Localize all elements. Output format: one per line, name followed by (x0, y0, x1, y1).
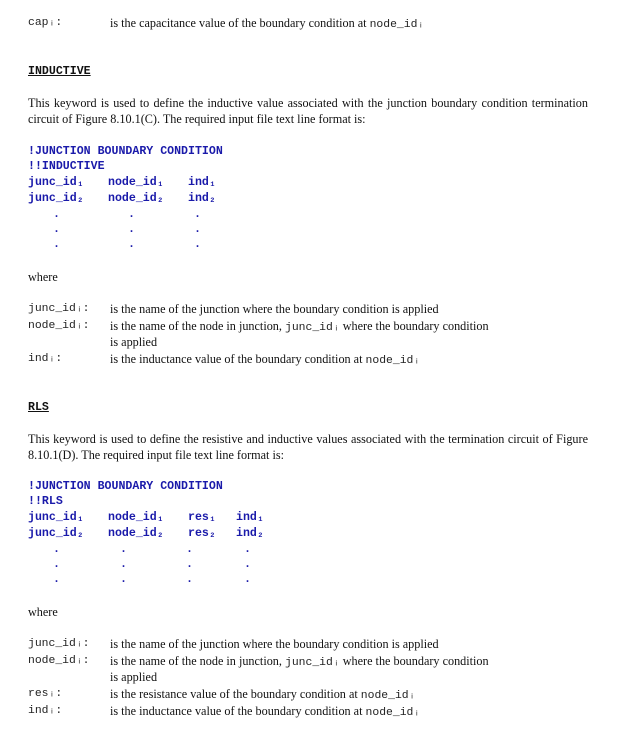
ellipsis-dot: . (122, 571, 125, 585)
rls-code-keyword: !!RLS (28, 495, 63, 508)
ellipsis-dot: . (130, 221, 133, 235)
inductive-heading: INDUCTIVE (28, 65, 91, 78)
ellipsis-dot: . (196, 236, 199, 250)
ellipsis-dot: . (55, 206, 58, 220)
ellipsis-dot: . (122, 556, 125, 570)
inductive-ind-definition (110, 352, 420, 370)
inductive-row1-node: node_id₁ (108, 176, 164, 189)
rls-row2-junc: junc_id₂ (28, 527, 84, 540)
rls-where: where (28, 605, 58, 619)
inductive-row1-junc: junc_id₁ (28, 176, 84, 189)
inductive-ind-ref: node_idᵢ (365, 355, 421, 367)
inductive-node-desc3: is applied (110, 335, 158, 349)
cap-ref: node_idᵢ (369, 19, 425, 31)
rls-res-definition (110, 687, 415, 705)
inductive-node-definition (110, 319, 489, 337)
inductive-node-term: node_idᵢ: (28, 320, 90, 332)
rls-res-ref: node_idᵢ (360, 690, 416, 702)
rls-junc-term: junc_idᵢ: (28, 638, 90, 650)
ellipsis-dot: . (246, 541, 249, 555)
rls-node-definition (110, 654, 489, 672)
ellipsis-dot: . (196, 206, 199, 220)
ellipsis-dot: . (55, 221, 58, 235)
inductive-row1-ind: ind₁ (188, 176, 216, 189)
ellipsis-dot: . (188, 541, 191, 555)
ellipsis-dot: . (55, 236, 58, 250)
rls-row1-res: res₁ (188, 511, 216, 524)
inductive-paragraph: This keyword is used to define the inductive value associated with the junction boundary condition termination circuit of Figure 8.10.1(C). The required input file text line format is: (28, 96, 588, 126)
cap-term: capᵢ: (28, 17, 63, 29)
ellipsis-dot: . (188, 571, 191, 585)
cap-definition (110, 16, 424, 34)
ellipsis-dot: . (130, 206, 133, 220)
rls-res-desc: is the resistance value of the boundary condition at (110, 687, 358, 701)
inductive-node-desc2: where the boundary condition (342, 319, 489, 333)
rls-ind-term: indᵢ: (28, 705, 63, 717)
inductive-row2-ind: ind₂ (188, 192, 216, 205)
rls-node-ref: junc_idᵢ (285, 657, 340, 669)
rls-row2-ind: ind₂ (236, 527, 264, 540)
rls-row1-node: node_id₁ (108, 511, 164, 524)
inductive-row2-junc: junc_id₂ (28, 192, 84, 205)
ellipsis-dot: . (196, 221, 199, 235)
rls-row1-ind: ind₁ (236, 511, 264, 524)
rls-ind-definition (110, 704, 420, 722)
rls-ind-ref: node_idᵢ (365, 707, 421, 719)
inductive-ind-term: indᵢ: (28, 353, 63, 365)
rls-node-desc1: is the name of the node in junction, (110, 654, 282, 668)
inductive-ind-desc: is the inductance value of the boundary condition at (110, 352, 363, 366)
inductive-node-ref: junc_idᵢ (285, 322, 340, 334)
ellipsis-dot: . (55, 571, 58, 585)
ellipsis-dot: . (188, 556, 191, 570)
ellipsis-dot: . (122, 541, 125, 555)
inductive-code-header: !JUNCTION BOUNDARY CONDITION (28, 145, 223, 158)
inductive-row2-node: node_id₂ (108, 192, 164, 205)
inductive-code-keyword: !!INDUCTIVE (28, 160, 105, 173)
rls-row2-node: node_id₂ (108, 527, 164, 540)
rls-node-term: node_idᵢ: (28, 655, 90, 667)
rls-heading: RLS (28, 401, 49, 414)
rls-ind-desc: is the inductance value of the boundary condition at (110, 704, 363, 718)
ellipsis-dot: . (246, 556, 249, 570)
ellipsis-dot: . (130, 236, 133, 250)
ellipsis-dot: . (55, 556, 58, 570)
rls-node-desc3: is applied (110, 670, 158, 684)
inductive-where: where (28, 270, 58, 284)
rls-node-desc2: where the boundary condition (342, 654, 489, 668)
ellipsis-dot: . (246, 571, 249, 585)
inductive-junc-desc: is the name of the junction where the boundary condition is applied (110, 302, 439, 316)
rls-junc-desc: is the name of the junction where the boundary condition is applied (110, 637, 439, 651)
rls-paragraph: This keyword is used to define the resistive and inductive values associated with the termination circuit of Figure 8.10.1(D). The required input file text line format is: (28, 432, 588, 462)
inductive-node-desc1: is the name of the node in junction, (110, 319, 282, 333)
inductive-junc-term: junc_idᵢ: (28, 303, 90, 315)
rls-row1-junc: junc_id₁ (28, 511, 84, 524)
rls-row2-res: res₂ (188, 527, 216, 540)
ellipsis-dot: . (55, 541, 58, 555)
rls-code-header: !JUNCTION BOUNDARY CONDITION (28, 480, 223, 493)
rls-res-term: resᵢ: (28, 688, 63, 700)
cap-desc: is the capacitance value of the boundary condition at (110, 16, 367, 30)
